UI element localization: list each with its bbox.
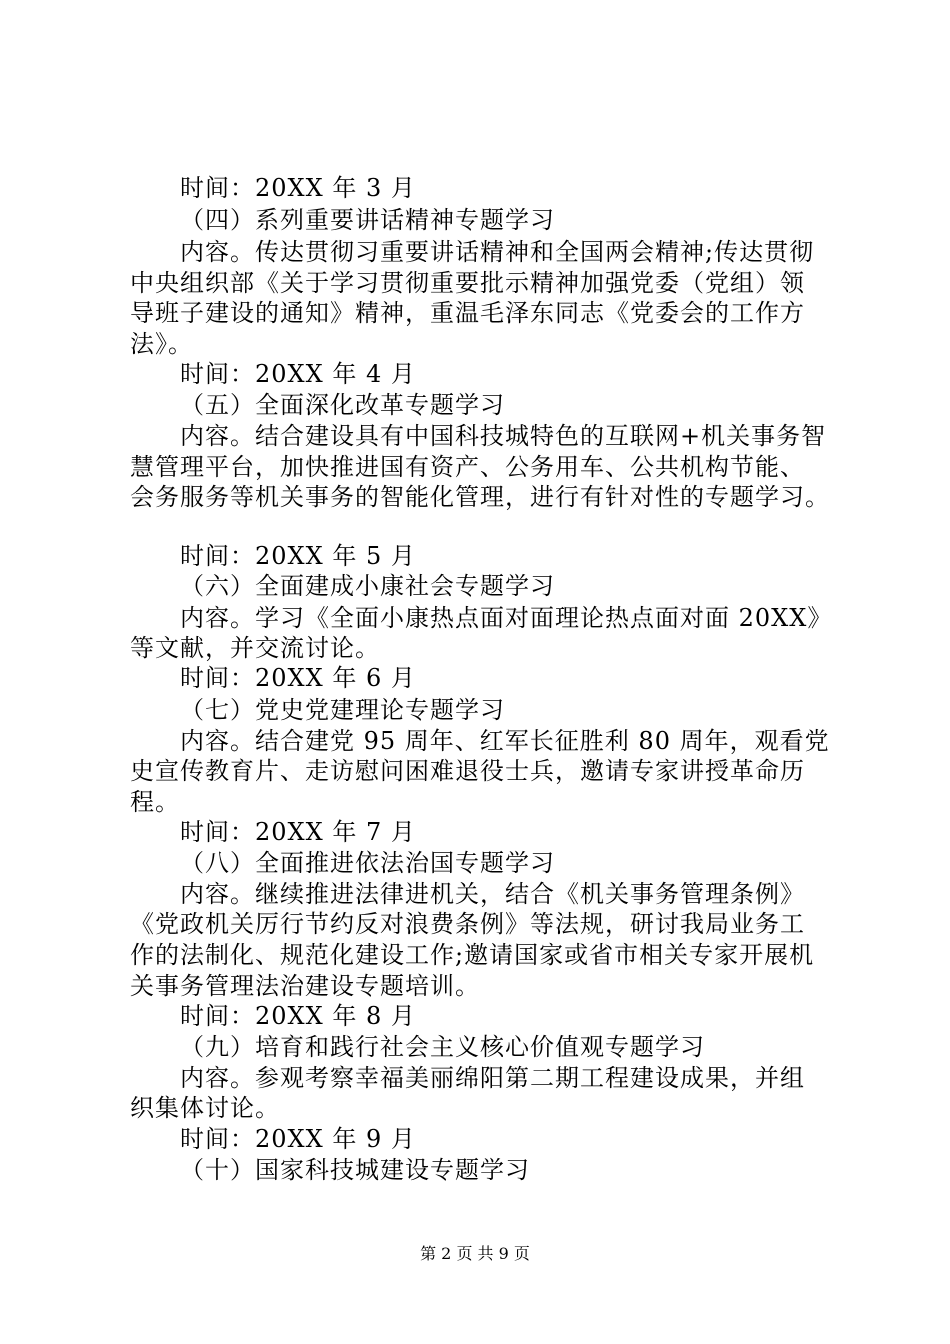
paragraph-line: 法》。 bbox=[130, 330, 193, 358]
paragraph-line: 《党政机关厉行节约反对浪费条例》等法规，研讨我局业务工 bbox=[130, 910, 805, 938]
section-heading: （七）党史党建理论专题学习 bbox=[180, 696, 505, 724]
section-heading: （八）全面推进依法治国专题学习 bbox=[180, 849, 555, 877]
paragraph-line: 会务服务等机关事务的智能化管理，进行有针对性的专题学习。 bbox=[130, 483, 830, 511]
paragraph-line: 内容。学习《全面小康热点面对面理论热点面对面 20XX》 bbox=[180, 604, 833, 632]
paragraph-line: 关事务管理法治建设专题培训。 bbox=[130, 972, 480, 1000]
paragraph-line: 导班子建设的通知》精神，重温毛泽东同志《党委会的工作方 bbox=[130, 299, 805, 327]
time-line: 时间：20XX 年 7 月 bbox=[180, 818, 416, 846]
section-heading: （九）培育和践行社会主义核心价值观专题学习 bbox=[180, 1033, 705, 1061]
section-heading: （六）全面建成小康社会专题学习 bbox=[180, 572, 555, 600]
time-line: 时间：20XX 年 8 月 bbox=[180, 1002, 416, 1030]
time-line: 时间：20XX 年 9 月 bbox=[180, 1125, 416, 1153]
paragraph-line: 织集体讨论。 bbox=[130, 1094, 280, 1122]
section-heading: （十）国家科技城建设专题学习 bbox=[180, 1156, 530, 1184]
paragraph-line: 内容。继续推进法律进机关，结合《机关事务管理条例》 bbox=[180, 880, 805, 908]
time-line: 时间：20XX 年 6 月 bbox=[180, 664, 416, 692]
time-line: 时间：20XX 年 5 月 bbox=[180, 542, 416, 570]
time-line: 时间：20XX 年 3 月 bbox=[180, 174, 416, 202]
section-heading: （四）系列重要讲话精神专题学习 bbox=[180, 206, 555, 234]
paragraph-line: 慧管理平台，加快推进国有资产、公务用车、公共机构节能、 bbox=[130, 453, 805, 481]
paragraph-line: 内容。参观考察幸福美丽绵阳第二期工程建设成果，并组 bbox=[180, 1064, 805, 1092]
paragraph-line: 内容。结合建设具有中国科技城特色的互联网+机关事务智 bbox=[180, 422, 827, 450]
paragraph-line: 史宣传教育片、走访慰问困难退役士兵，邀请专家讲授革命历 bbox=[130, 757, 805, 785]
time-line: 时间：20XX 年 4 月 bbox=[180, 360, 416, 388]
paragraph-line: 等文献，并交流讨论。 bbox=[130, 634, 380, 662]
section-heading: （五）全面深化改革专题学习 bbox=[180, 391, 505, 419]
paragraph-line: 程。 bbox=[130, 788, 180, 816]
page-number-footer: 第 2 页 共 9 页 bbox=[420, 1244, 530, 1263]
paragraph-line: 作的法制化、规范化建设工作;邀请国家或省市相关专家开展机 bbox=[130, 941, 815, 969]
paragraph-line: 中央组织部《关于学习贯彻重要批示精神加强党委（党组）领 bbox=[130, 269, 805, 297]
paragraph-line: 内容。传达贯彻习重要讲话精神和全国两会精神;传达贯彻 bbox=[180, 238, 815, 266]
paragraph-line: 内容。结合建党 95 周年、红军长征胜利 80 周年，观看党 bbox=[180, 727, 830, 755]
